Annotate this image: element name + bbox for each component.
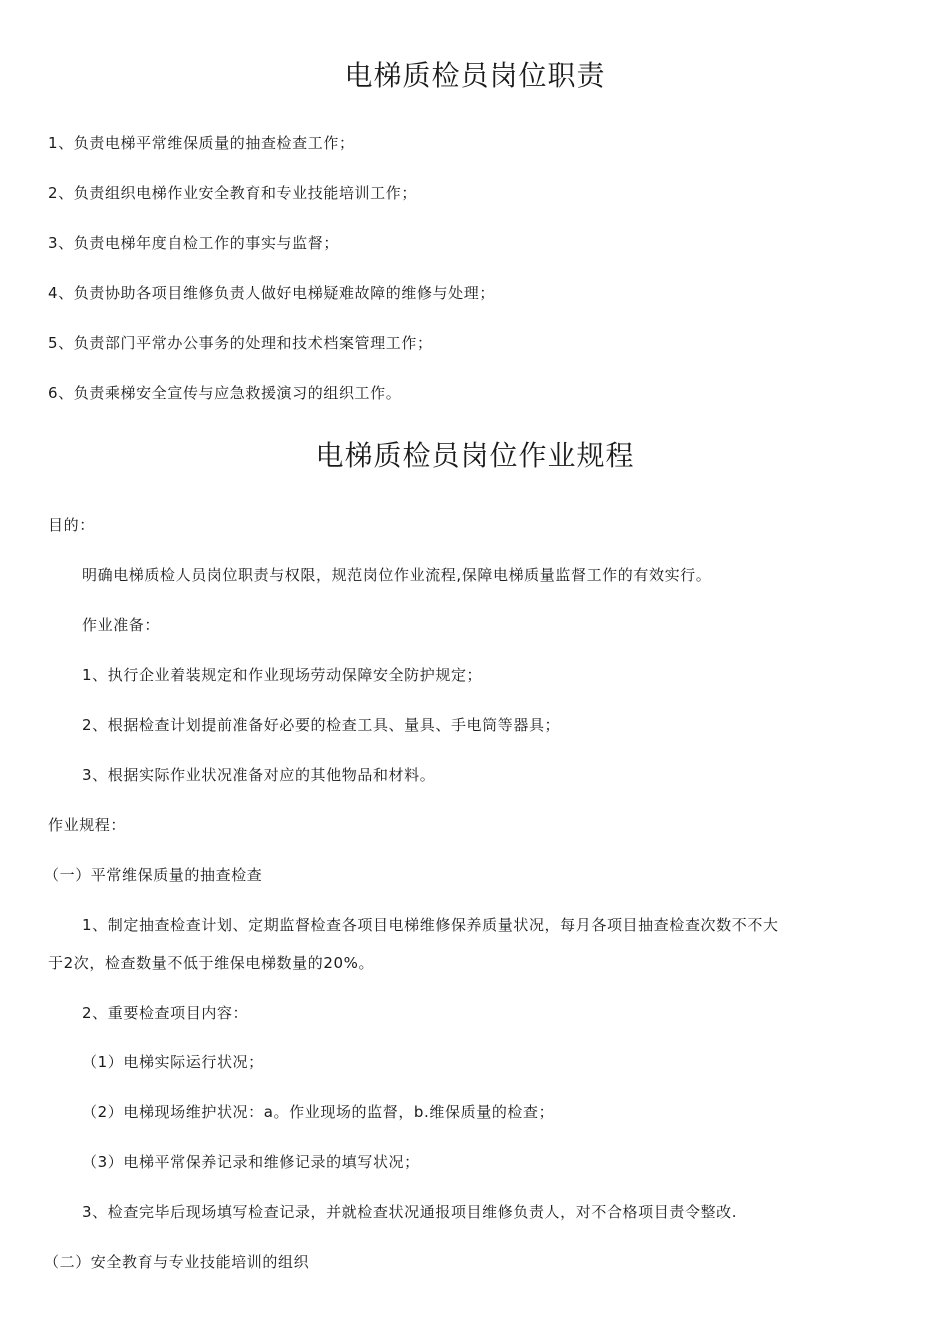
procedure-title: 电梯质检员岗位作业规程 <box>315 439 635 472</box>
subsection-1-heading: （一）平常维保质量的抽查检查 <box>44 866 263 884</box>
responsibility-item-4: 4、负责协助各项目维修负责人做好电梯疑难故障的维修与处理； <box>48 284 495 302</box>
preparation-item-3: 3、根据实际作业状况准备对应的其他物品和材料。 <box>82 766 436 784</box>
responsibility-item-5: 5、负责部门平常办公事务的处理和技术档案管理工作； <box>48 334 433 352</box>
preparation-item-2: 2、根据检查计划提前准备好必要的检查工具、量具、手电筒等器具； <box>82 716 561 734</box>
procedure-label: 作业规程： <box>48 816 127 834</box>
inspection-subitem-1: （1）电梯实际运行状况； <box>82 1053 264 1071</box>
responsibility-item-6: 6、负责乘梯安全宣传与应急救援演习的组织工作。 <box>48 384 402 402</box>
responsibility-item-1: 1、负责电梯平常维保质量的抽查检查工作； <box>48 134 355 152</box>
purpose-label: 目的： <box>48 516 95 534</box>
responsibility-item-2: 2、负责组织电梯作业安全教育和专业技能培训工作； <box>48 184 417 202</box>
inspection-subitem-2: （2）电梯现场维护状况：a。作业现场的监督，b.维保质量的检查； <box>82 1103 555 1121</box>
inspection-item-1-line-1: 1、制定抽查检查计划、定期监督检查各项目电梯维修保养质量状况，每月各项目抽查检查次数不不大 <box>82 916 779 934</box>
purpose-text: 明确电梯质检人员岗位职责与权限，规范岗位作业流程,保障电梯质量监督工作的有效实行。 <box>82 566 712 584</box>
responsibilities-title: 电梯质检员岗位职责 <box>344 59 606 92</box>
preparation-label: 作业准备： <box>82 616 161 634</box>
inspection-item-1-line-2: 于2次，检查数量不低于维保电梯数量的20%。 <box>48 954 375 972</box>
preparation-item-1: 1、执行企业着装规定和作业现场劳动保障安全防护规定； <box>82 666 483 684</box>
subsection-2-heading: （二）安全教育与专业技能培训的组织 <box>44 1253 310 1271</box>
inspection-subitem-3: （3）电梯平常保养记录和维修记录的填写状况； <box>82 1153 420 1171</box>
responsibility-item-3: 3、负责电梯年度自检工作的事实与监督； <box>48 234 339 252</box>
inspection-item-2: 2、重要检查项目内容： <box>82 1004 249 1022</box>
inspection-item-3: 3、检查完毕后现场填写检查记录，并就检查状况通报项目维修负责人，对不合格项目责令整改. <box>82 1203 738 1221</box>
